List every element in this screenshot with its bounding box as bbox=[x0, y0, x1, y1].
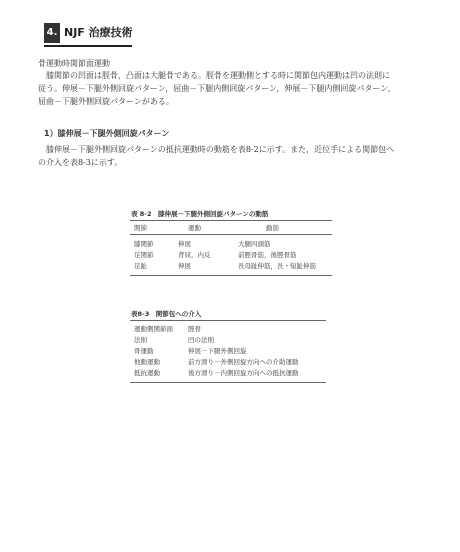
table-cell: 膝関節 bbox=[134, 240, 154, 248]
table-cell: 他動運動 bbox=[134, 358, 160, 366]
table-8-3-caption: 表8-3 関節包への介入 bbox=[131, 310, 202, 318]
paragraph-2 bbox=[38, 143, 422, 169]
table-cell: 足趾 bbox=[134, 262, 147, 270]
table-cell: 後方滑り－内側回旋方向への抵抗運動 bbox=[188, 369, 299, 377]
table-cell: 前脛骨筋，後脛骨筋 bbox=[238, 251, 297, 259]
paragraph-1 bbox=[38, 69, 422, 108]
paragraph-2-line: 膝伸展－下腿外側回旋パターンの抵抗運動時の動筋を表8-2に示す。また，近位手による関節包へ bbox=[46, 145, 395, 154]
table-cell: 抵抗運動 bbox=[134, 369, 160, 377]
table-header-cell: 動筋 bbox=[266, 224, 279, 232]
table-rule-top bbox=[130, 320, 326, 321]
table-header-cell: 関節 bbox=[134, 224, 147, 232]
paragraph-1-line: 従う。伸展－下腿外側回旋パターン，屈曲－下腿内側回旋パターン，伸展－下腿内側回旋パターン， bbox=[38, 84, 396, 93]
table-cell: 背屈，内反 bbox=[178, 251, 211, 259]
section-heading bbox=[44, 23, 132, 47]
table-cell: 伸展 bbox=[178, 262, 191, 270]
table-cell: 前方滑り－外側回旋方向への介助運動 bbox=[188, 358, 299, 366]
table-cell: 伸展－下腿外側回旋 bbox=[188, 347, 247, 355]
paragraph-1-line: 膝関節の凹面は脛骨，凸面は大腿骨である。脛骨を運動側とする時に関節包内運動は凹の法則に bbox=[46, 71, 390, 80]
table-rule-top bbox=[130, 220, 332, 221]
table-8-2 bbox=[130, 220, 332, 278]
table-cell: 運動側関節面 bbox=[134, 325, 173, 333]
paragraph-1-line: 屈曲－下腿外側回旋パターンがある。 bbox=[38, 97, 174, 106]
table-rule-bottom bbox=[130, 382, 326, 383]
table-cell: 足関節 bbox=[134, 251, 154, 259]
table-cell: 大腿四頭筋 bbox=[238, 240, 271, 248]
table-cell: 法則 bbox=[134, 336, 147, 344]
table-8-3 bbox=[130, 320, 326, 386]
section-number-badge: 4. bbox=[44, 23, 60, 43]
table-header-cell: 運動 bbox=[188, 224, 201, 232]
paragraph-2-line: の介入を表8-3に示す。 bbox=[38, 158, 123, 167]
table-cell: 伸展 bbox=[178, 240, 191, 248]
table-cell: 骨運動 bbox=[134, 347, 154, 355]
pattern-heading: 1）膝伸展－下腿外側回旋パターン bbox=[44, 129, 170, 138]
table-rule-bottom bbox=[130, 275, 332, 276]
table-8-2-caption: 表 8-2 膝伸展－下腿外側回旋パターンの動筋 bbox=[131, 210, 269, 218]
table-cell: 長母趾伸筋，長・短趾伸筋 bbox=[238, 262, 316, 270]
table-cell: 凹の法則 bbox=[188, 336, 214, 344]
table-rule-header bbox=[130, 234, 332, 235]
subheading: 骨運動時関節面運動 bbox=[38, 59, 110, 68]
table-cell: 脛骨 bbox=[188, 325, 201, 333]
section-title: NJF 治療技術 bbox=[64, 26, 133, 39]
